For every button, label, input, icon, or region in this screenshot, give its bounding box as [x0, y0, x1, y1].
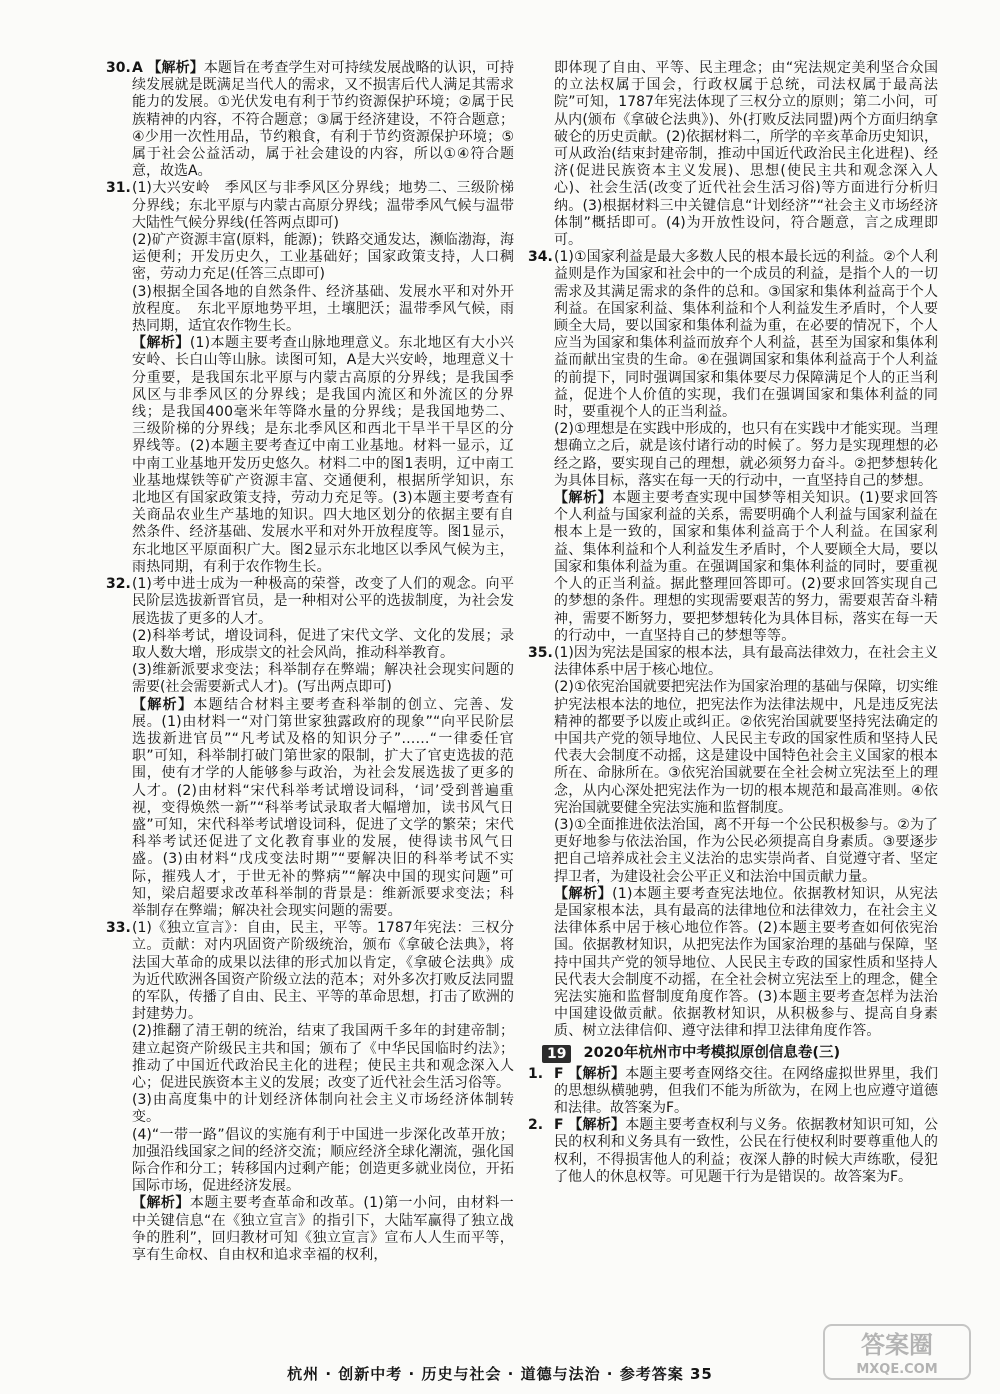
answer-letter: F — [554, 1117, 564, 1134]
paragraph-text: (2)推翻了清王朝的统治，结束了我国两千多年的封建帝制；建立起资产阶级民主共和国；颁布了《中华民国临时约法》；推动了中国近代政治民主化的进程；使民主共和观念深入人心；促进民族资本主义的发展；改变了近代社会生活习俗等。 — [132, 1023, 514, 1091]
answer-paragraph — [132, 284, 514, 336]
analysis-tag: 【解析】 — [132, 1195, 190, 1212]
left-column — [106, 60, 514, 1264]
answer-paragraph — [132, 662, 514, 696]
paragraph-text: (3)①全面推进依法治国，离不开每一个公民积极参与。②为了更好地参与依法治国，作为公民必须提高自身素质。③要逐步把自己培养成社会主义法治的忠实崇尚者、自觉遵守者、坚定捍卫者，为建设社会公平正义和法治中国贡献力量。 — [554, 816, 938, 885]
section-heading — [528, 1045, 938, 1063]
answer-paragraph — [132, 180, 514, 232]
paragraph-text: (1)因为宪法是国家的根本法，具有最高法律效力，在社会主义法律体系中居于核心地位。 — [554, 644, 938, 679]
answer-line — [554, 1117, 938, 1186]
question-entry — [528, 249, 938, 645]
analysis-paragraph — [132, 335, 514, 576]
question-number: 33. — [106, 920, 131, 937]
answer-paragraph — [132, 232, 514, 284]
answer-paragraph — [554, 421, 938, 490]
analysis-paragraph — [132, 697, 514, 921]
paragraph-text: (3)由高度集中的计划经济体制向社会主义市场经济体制转变。 — [132, 1092, 514, 1126]
answer-paragraph — [132, 1092, 514, 1126]
page-footer: 杭州 · 创新中考 · 历史与社会 · 道德与法治 · 参考答案 35 — [287, 1365, 713, 1383]
question-number: 30. — [106, 60, 131, 76]
right-column — [528, 60, 938, 1186]
question-entry — [528, 1117, 938, 1186]
question-entry — [106, 180, 514, 576]
answer-paragraph — [132, 920, 514, 1023]
analysis-tag: 【解析】 — [568, 1065, 626, 1082]
analysis-tag: 【解析】 — [147, 60, 204, 76]
continued-analysis — [528, 60, 938, 249]
question-entry — [528, 1066, 938, 1118]
question-number: 32. — [106, 576, 131, 593]
answer-paragraph — [132, 1023, 514, 1092]
answer-line — [554, 1066, 938, 1118]
paragraph-text: (3)维新派要求变法；科举制存在弊端；解决社会现实问题的需要(社会需要新式人才)。(写出两点即可) — [132, 662, 514, 696]
answer-paragraph — [554, 679, 938, 817]
question-entry — [106, 920, 514, 1264]
paragraph-text: 即体现了自由、平等、民主理念；由“宪法规定美利坚合众国的立法权属于国会，行政权属于总统，司法权属于最高法院”可知，1787年宪法体现了三权分立的原则；第二小问，可从内(颁布《拿破仑法典》)、外(打败反法同盟)两个方面归纳拿破仑的历史贡献。(2)依据材料二，所学的辛亥革命历史知识，可从政治(结束封建帝制，推动中国近代政治民主化进程)、经济(促进民族资本主义发展)、思想(使民主共和观念深入人心)、社会生活(改变了近代社会生活习俗)等方面进行分析归纳。(3)根据材料三中关键信息“计划经济”“社会主义市场经济体制”概括即可。(4)为开放性设问，符合题意，言之成理即可。 — [554, 60, 938, 249]
paragraph-text: (1)本题主要考查山脉地理意义。东北地区有大小兴安岭、长白山等山脉。读图可知，A是大兴安岭，地理意义十分重要，是我国东北平原与内蒙古高原的分界线；是我国季风区与非季风区的分界线；是我国内流区和外流区的分界线；是我国400毫米年等降水量的分界线；是我国地势二、三级阶梯的分界线；是东北季风区和西北干旱半干旱区的分界线等。(2)本题主要考查辽中南工业基地。材料一显示，辽中南工业基地开发历史悠久。材料二中的图1表明，辽中南工业基地煤铁等矿产资源丰富、交通便利，根据所学知识，东北地区有国家政策支持，劳动力充足等。(3)本题主要考查有关商品农业生产基地的知识。四大地区划分的依据主要有自然条件、经济基础、发展水平和对外开放程度等。图1显示，东北地区平原面积广大。图2显示东北地区以季风气候为主，雨热同期，有利于农作物生长。 — [132, 335, 514, 575]
watermark-url: MXQE.COM — [856, 1362, 938, 1377]
paragraph-text: (2)科举考试，增设词科，促进了宋代文学、文化的发展；录取人数大增，形成崇文的社会风尚，推动科举教育。 — [132, 627, 514, 661]
paragraph-text: 本题主要考查权利与义务。依据教材知识可知，公民的权利和义务具有一致性，公民在行使权利时要尊重他人的权利，不得损害他人的利益；夜深人静的时候大声练歌，侵犯了他人的休息权等。可见题干行为是错误的。故答案为F。 — [554, 1117, 939, 1185]
paragraph-text: 本题主要考查革命和改革。(1)第一小问，由材料一中关键信息“在《独立宣言》的指引下，大陆军赢得了独立战争的胜利”，回归教材可知《独立宣言》宣布人人生而平等，享有生命权、自由权和追求幸福的权利， — [132, 1195, 514, 1264]
question-number: 35. — [528, 644, 553, 661]
answer-letter: F — [554, 1065, 564, 1082]
answer-letter: A — [132, 60, 143, 76]
paragraph-text: (4)“一带一路”倡议的实施有利于中国进一步深化改革开放；加强沿线国家之间的经济交流；顺应经济全球化潮流，强化国际合作和分工；转移国内过剩产能；创造更多就业岗位，开拓国际市场，促进经济发展。 — [132, 1126, 514, 1195]
answer-paragraph — [132, 576, 514, 628]
paragraph-text: (2)矿产资源丰富(原料，能源)；铁路交通发达，濒临渤海，海运便利；开发历史久，工业基础好；国家政策支持，人口稠密，劳动力充足(任答三点即可) — [132, 232, 514, 283]
paragraph-text: (3)根据全国各地的自然条件、经济基础、发展水平和对外开放程度。 东北平原地势平坦，土壤肥沃；温带季风气候，雨热同期，适宜农作物生长。 — [132, 283, 514, 335]
answer-paragraph — [554, 249, 938, 421]
analysis-paragraph — [554, 490, 938, 645]
paragraph-text: (1)①国家利益是最大多数人民的根本最长远的利益。②个人利益则是作为国家和社会中的一个成员的利益，是指个人的一切需求及其满足需求的条件的总和。③国家和集体利益高于个人利益。在国家利益、集体利益和个人利益发生矛盾时，个人要顾全大局，要以国家和集体利益为重，在必要的情况下，个人应当为国家和集体利益而放弃个人利益，甚至为国家和集体利益而献出宝贵的生命。④在强调国家和集体利益高于个人利益的前提下，同时强调国家和集体要尽力保障满足个人的正当利益，促进个人价值的实现，我们在强调国家和集体利益的同时，要重视个人的正当利益。 — [554, 249, 938, 421]
section-title: 2020年杭州市中考模拟原创信息卷(三) — [583, 1044, 841, 1061]
analysis-tag: 【解析】 — [132, 696, 194, 713]
question-entry — [106, 576, 514, 920]
paragraph-text: (1)考中进士成为一种极高的荣誉，改变了人们的观念。向平民阶层选拔新晋官员，是一种相对公平的选拔制度，为社会发展选拔了更多的人才。 — [132, 576, 514, 627]
question-number: 34. — [528, 249, 553, 266]
analysis-paragraph — [132, 1195, 514, 1264]
paragraph-text: (2)①理想是在实践中形成的，也只有在实践中才能实现。当理想确立之后，就是该付诸行动的时候了。努力是实现理想的必经之路，要实现自己的理想，就必须努力奋斗。②把梦想转化为具体目标，落实在每一天的行动中，一直坚持自己的梦想。 — [554, 421, 938, 489]
watermark-logo — [822, 1323, 972, 1381]
paragraph-text: (1)本题主要考查宪法地位。依据教材知识，从宪法是国家根本法，具有最高的法律地位和法律效力，在社会主义法律体系中居于核心地位作答。(2)本题主要考查如何依宪治国。依据教材知识，从把宪法作为国家治理的基础与保障，坚持中国共产党的领导地位、人民民主专政的国家性质和坚持人民代表大会制度不动摇，在全社会树立宪法至上的理念，健全宪法实施和监督制度角度作答。(3)本题主要考查怎样为法治中国建设做贡献。依据教材知识，从积极参与、提高自身素质、树立法律信仰、遵守法律和捍卫法律角度作答。 — [554, 885, 938, 1040]
paragraph-text: (1)大兴安岭 季风区与非季风区分界线；地势二、三级阶梯分界线；东北平原与内蒙古高原分界线；温带季风气候与温带大陆性气候分界线(任答两点即可) — [132, 180, 514, 231]
analysis-tag: 【解析】 — [554, 885, 613, 902]
question-entry — [106, 60, 514, 180]
answer-paragraph — [132, 1127, 514, 1196]
watermark-title: 答案圈 — [861, 1331, 933, 1359]
question-entry — [528, 645, 938, 1041]
analysis-tag: 【解析】 — [132, 335, 190, 352]
section-number-badge: 19 — [542, 1045, 571, 1063]
analysis-paragraph — [554, 886, 938, 1041]
paragraph-text: 本题主要考查网络交往。在网络虚拟世界里，我们的思想纵横驰骋，但我们不能为所欲为，在网上也应遵守道德和法律。故答案为F。 — [554, 1065, 939, 1116]
analysis-tag: 【解析】 — [568, 1117, 626, 1134]
answer-paragraph — [554, 60, 938, 249]
answer-paragraph — [132, 628, 514, 662]
paragraph-text: (2)①依宪治国就要把宪法作为国家治理的基础与保障，切实维护宪法根本法的地位，把宪法作为法律法规中，凡是违反宪法精神的都要予以废止或纠正。②依宪治国就要坚持宪法确定的中国共产党的领导地位、人民民主专政的国家性质和坚持人民代表大会制度不动摇，这是建设中国特色社会主义国家的根本所在、命脉所在。③依宪治国就要在全社会树立宪法至上的理念，从内心深处把宪法作为一切的根本规范和最高准则。④依宪治国就要健全宪法实施和监督制度。 — [554, 679, 938, 816]
paragraph-text: 本题旨在考查学生对可持续发展战略的认识，可持续发展就是既满足当代人的需求，又不损害后代人满足其需求能力的发展。①光伏发电有利于节约资源保护环境；②属于民族精神的内容，不符合题意；③属于经济建设，不符合题意；④少用一次性用品，节约粮食，有利于节约资源保护环境；⑤属于社会公益活动，属于社会建设的内容，所以①④符合题意，故选A。 — [132, 60, 515, 180]
paragraph-text: (1)《独立宣言》：自由，民主，平等。1787年宪法：三权分立。贡献：对内巩固资产阶级统治，颁布《拿破仑法典》，将法国大革命的成果以法律的形式加以肯定，《拿破仑法典》成为近代欧洲各国资产阶级立法的范本；对外多次打败反法同盟的军队，传播了自由、民主、平等的革命思想，打击了欧洲的封建势力。 — [132, 920, 514, 1023]
question-number: 31. — [106, 180, 131, 197]
answer-paragraph — [554, 645, 938, 679]
paragraph-text: 本题结合材料主要考查科举制的创立、完善、发展。(1)由材料一“对门第世家独露政府的现象”“向平民阶层选拔新进官员”“凡考试及格的知识分子”……“一律委任官职”可知，科举制打破门第世家的限制，扩大了官吏选拔的范围，使有才学的人能够参与政治，为社会发展选拔了更多的人才。(2)由材料“宋代科举考试增设词科，‘词’受到普遍重视，变得焕然一新”“科举考试录取者大幅增加，读书风气日盛”可知，宋代科举考试增设词科，促进了文学的繁荣；宋代科举考试还促进了文化教育事业的发展，使得读书风气日盛。(3)由材料“戊戌变法时期”“要解决旧的科举考试不实际，摧残人才，于世无补的弊病”“解决中国的现实问题”可知，梁启超要求改革科举制的背景是：维新派要求变法；科举制存在弊端；解决社会现实问题的需要。 — [132, 696, 514, 919]
answer-paragraph — [554, 817, 938, 886]
question-number: 1. — [528, 1065, 544, 1082]
paragraph-text: 本题主要考查实现中国梦等相关知识。(1)要求回答个人利益与国家利益的关系，需要明确个人利益与国家利益在根本上是一致的，国家和集体利益高于个人利益。在国家利益、集体利益和个人利益发生矛盾时，个人要顾全大局，要以国家和集体利益为重。在强调国家和集体利益的同时，要重视个人的正当利益。据此整理回答即可。(2)要求回答实现自己的梦想的条件。理想的实现需要艰苦的努力，需要艰苦奋斗精神，需要不断努力，要把梦想转化为具体目标，落实在每一天的行动中，一直坚持自己的梦想等等。 — [554, 490, 938, 644]
analysis-tag: 【解析】 — [554, 490, 613, 507]
question-number: 2. — [528, 1117, 544, 1134]
answer-line — [132, 60, 514, 180]
